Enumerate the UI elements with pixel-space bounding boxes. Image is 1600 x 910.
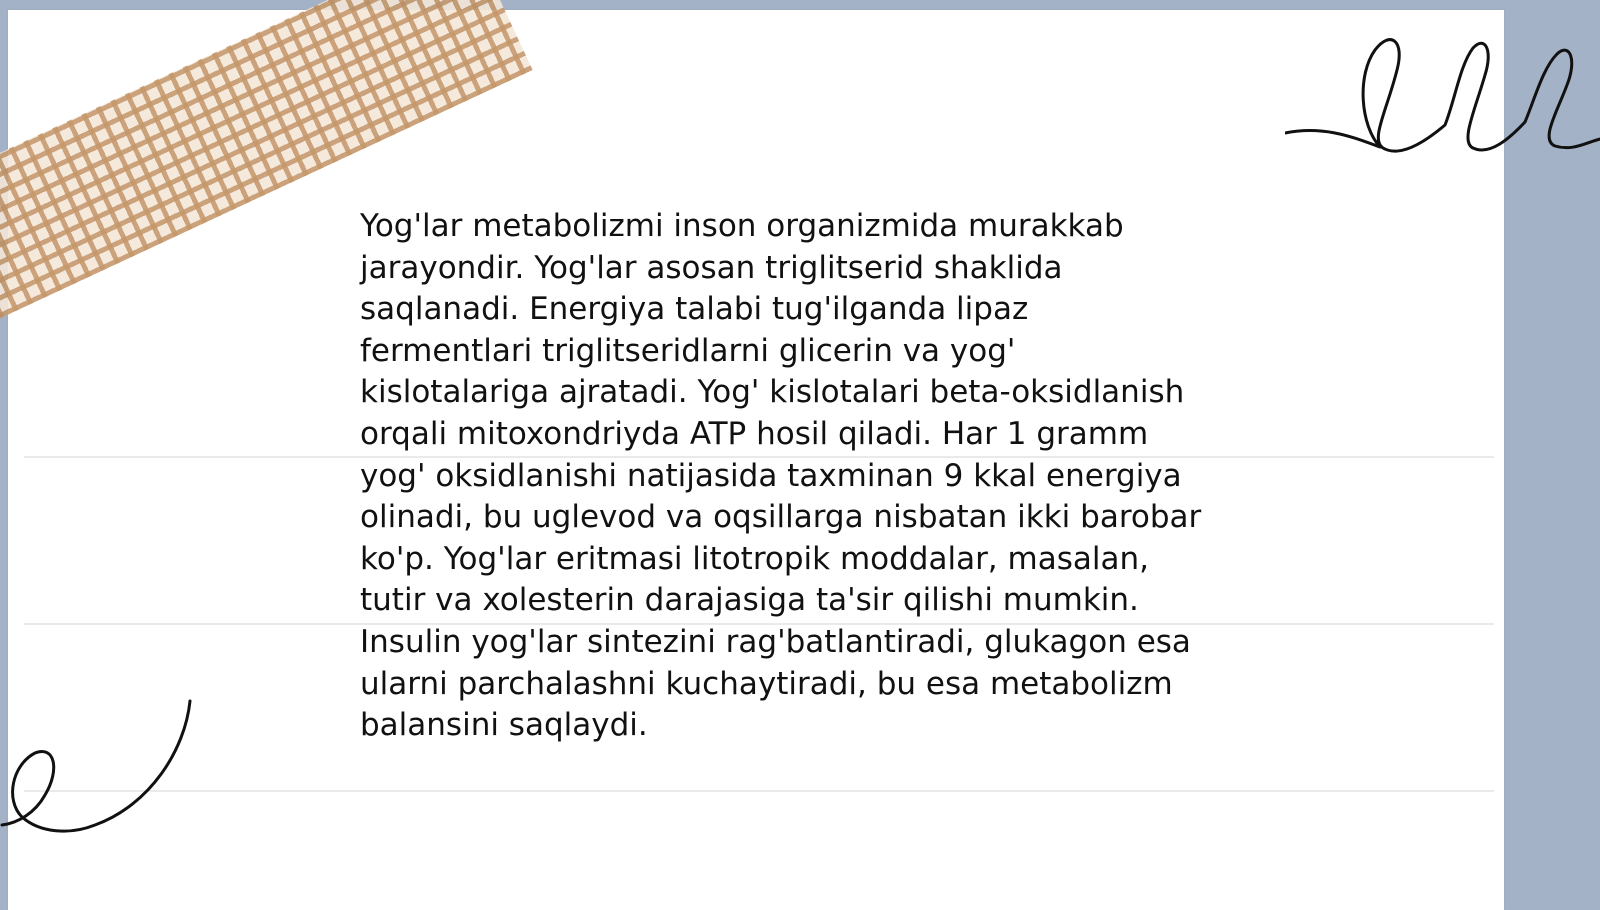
ruled-line <box>24 790 1494 792</box>
body-paragraph: Yog'lar metabolizmi inson organizmida murakkab jarayondir. Yog'lar asosan triglitserid shaklida saqlanadi. Energiya talabi tug'ilganda lipaz fermentlari triglitseridlarni glicerin va yog' kislotalariga ajratadi. Yog' kislotalari beta-oksidlanish orqali mitoxondriyda ATP hosil qiladi. Har 1 gramm yog' oksidlanishi natijasida taxminan 9 kkal energiya olinadi, bu uglevod va oqsillarga nisbatan ikki barobar ko'p. Yog'lar eritmasi litotropik moddalar, masalan, tutir va xolesterin darajasiga ta'sir qilishi mumkin. Insulin yog'lar sintezini rag'batlantiradi, glukagon esa ularni parchalashni kuchaytiradi, bu esa metabolizm balansini saqlaydi. <box>360 208 1202 744</box>
